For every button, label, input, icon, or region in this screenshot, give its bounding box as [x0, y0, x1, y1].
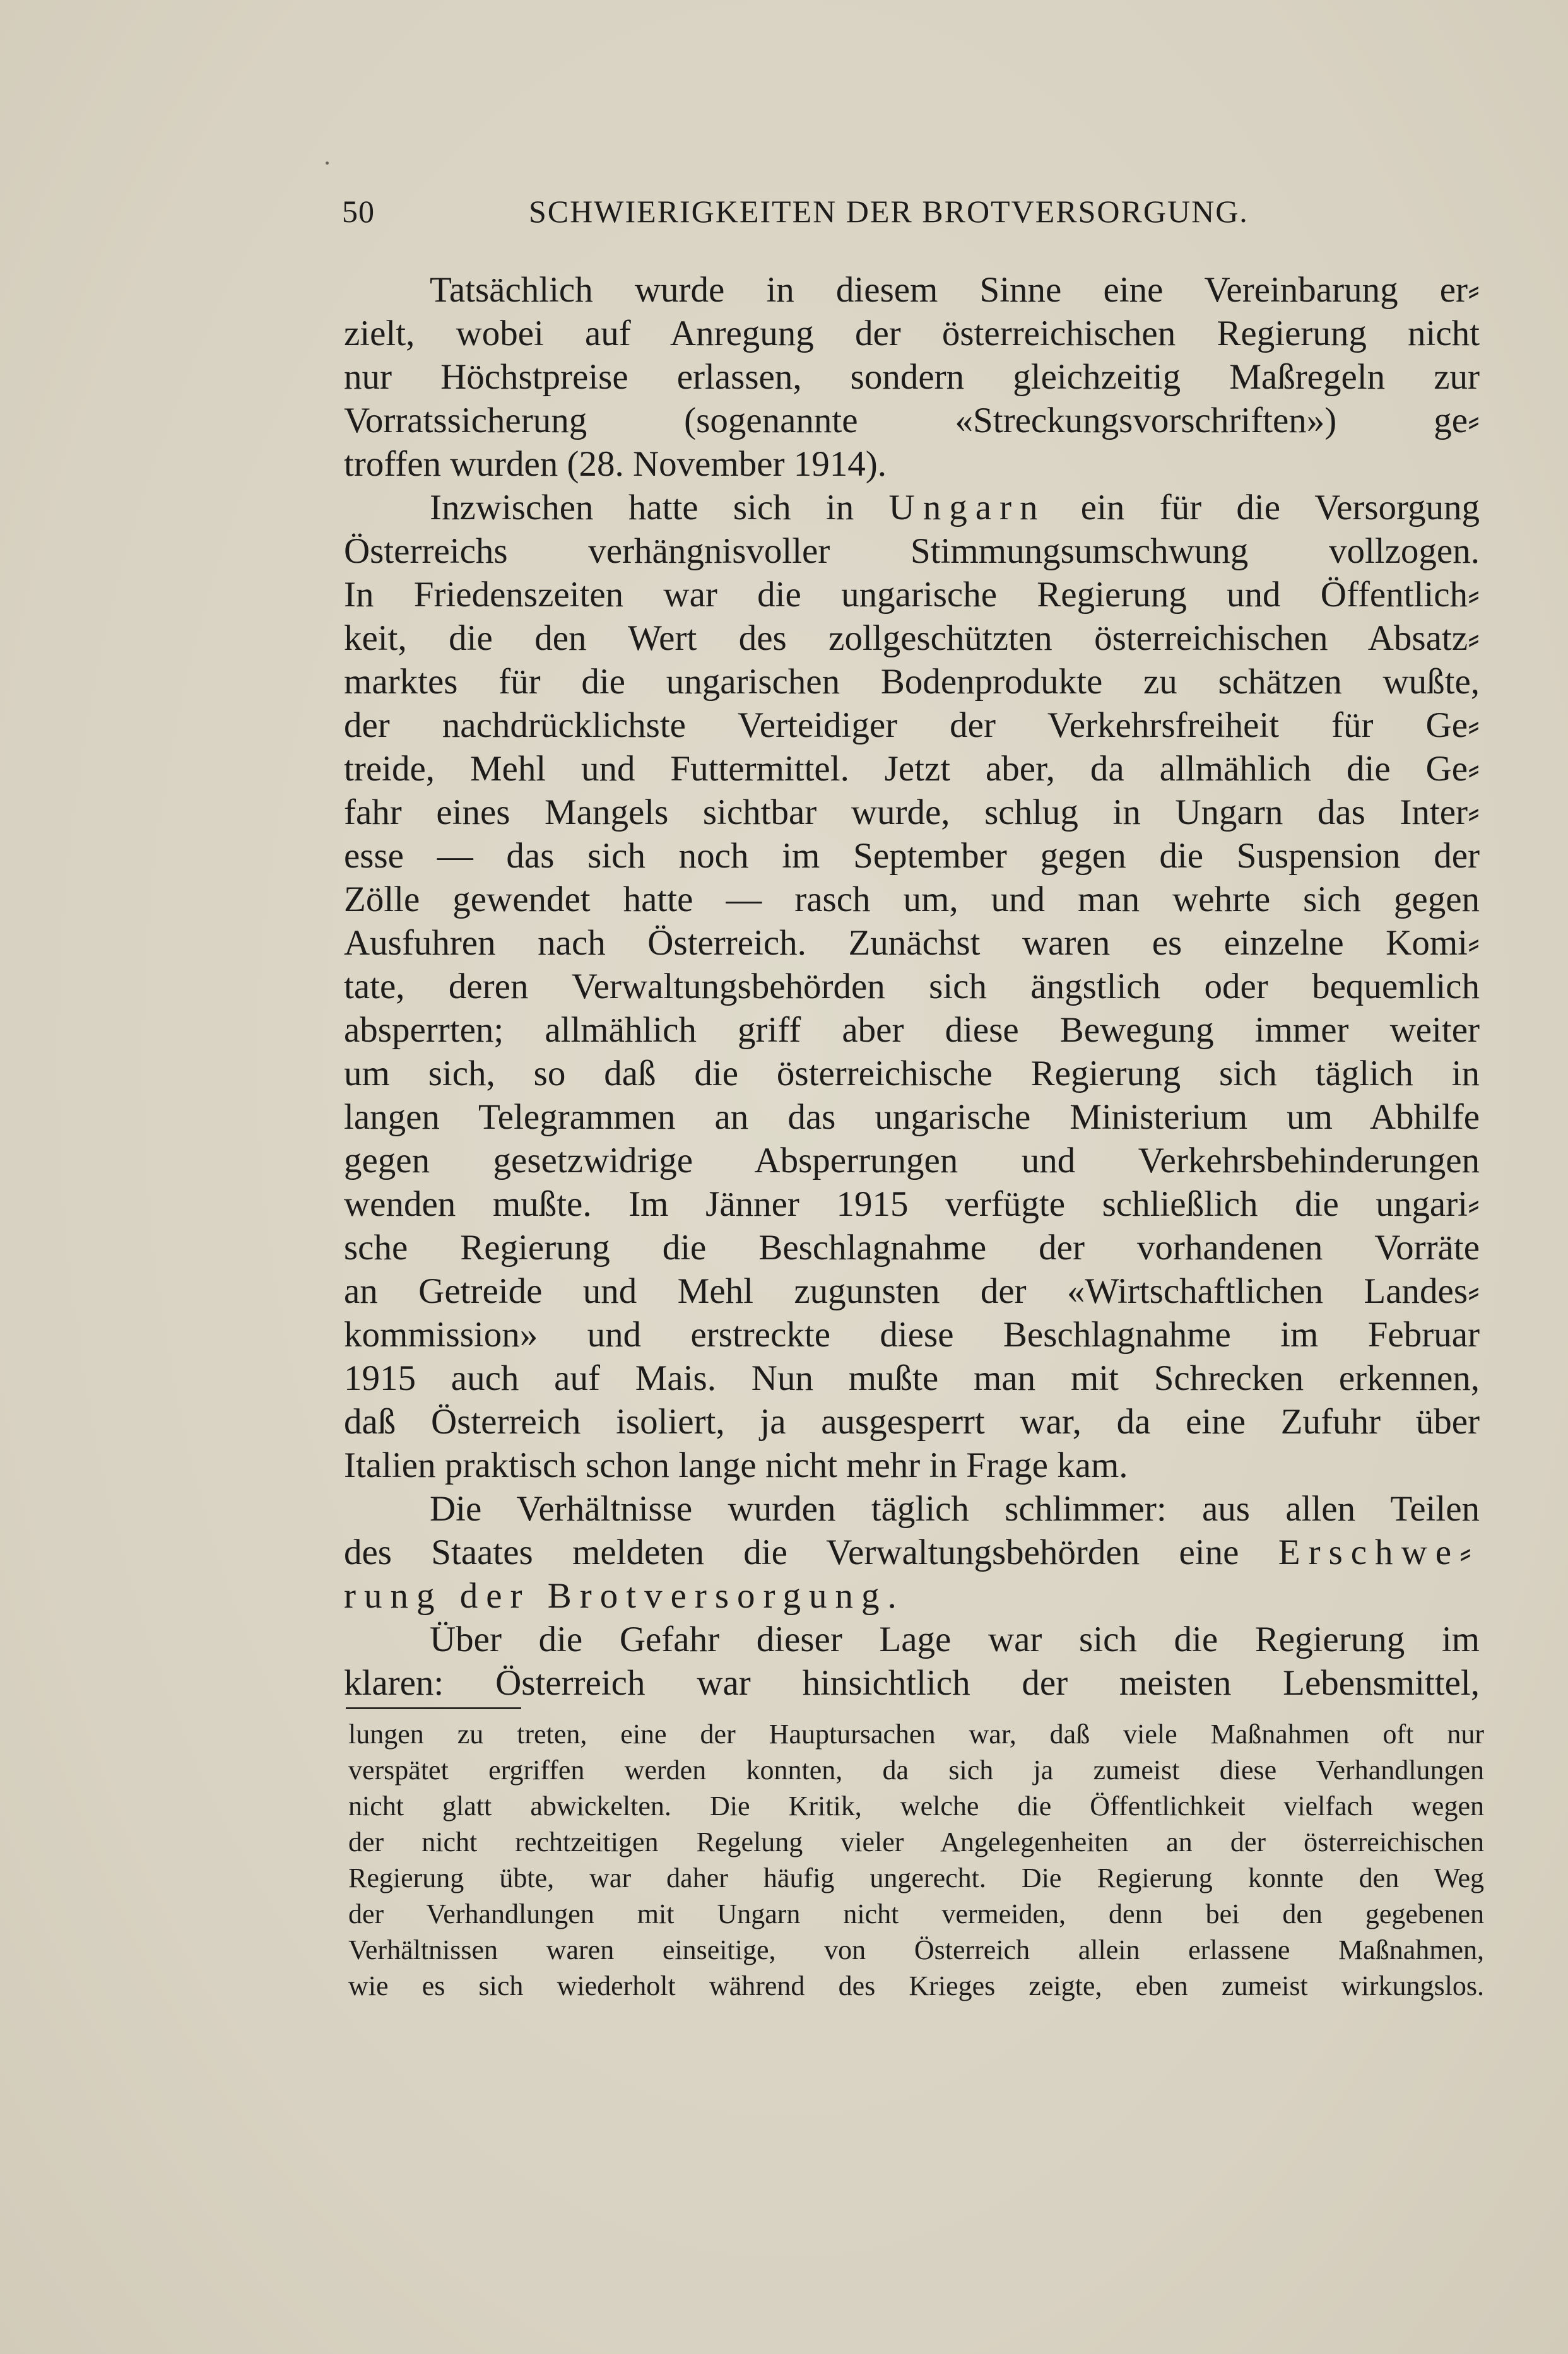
text-line: daß Österreich isoliert, ja ausgesperrt war, da eine Zufuhr über	[344, 1402, 1480, 1442]
text-line: Vorratssicherung (sogenannte «Streckungsvorschriften») ge⸗	[344, 401, 1480, 440]
text-line: esse — das sich noch im September gegen die Suspension der	[344, 836, 1480, 876]
text-line: an Getreide und Mehl zugunsten der «Wirtschaftlichen Landes⸗	[344, 1271, 1480, 1311]
text-line: Die Verhältnisse wurden täglich schlimmer: aus allen Teilen	[430, 1489, 1480, 1529]
text-segment: Inzwischen hatte sich in	[430, 488, 854, 527]
text-line: um sich, so daß die österreichische Regierung sich täglich in	[344, 1054, 1480, 1093]
text-line: nur Höchstpreise erlassen, sondern gleichzeitig Maßregeln zur	[344, 357, 1480, 397]
text-segment: ein für die Versorgung	[1080, 488, 1480, 527]
footnote-line: der Verhandlungen mit Ungarn nicht vermeiden, denn bei den gegebenen	[348, 1898, 1484, 1929]
text-line: Ausfuhren nach Österreich. Zunächst waren es einzelne Komi⸗	[344, 923, 1480, 963]
text-line: wenden mußte. Im Jänner 1915 verfügte schließlich die ungari⸗	[344, 1184, 1480, 1224]
footnote-line: Verhältnissen waren einseitige, von Österreich allein erlassene Maßnahmen,	[348, 1934, 1484, 1965]
text-line: kommission» und erstreckte diese Beschlagnahme im Februar	[344, 1315, 1480, 1355]
page-header	[342, 189, 1288, 233]
footnote	[348, 1716, 1484, 2004]
text-line: In Friedenszeiten war die ungarische Regierung und Öffentlich⸗	[344, 575, 1480, 615]
text-line: langen Telegrammen an das ungarische Ministerium um Abhilfe	[344, 1097, 1480, 1137]
text-line: Zölle gewendet hatte — rasch um, und man wehrte sich gegen	[344, 880, 1480, 919]
print-speck	[326, 162, 329, 165]
footnote-line: nicht glatt abwickelten. Die Kritik, welche die Öffentlichkeit vielfach wegen	[348, 1791, 1484, 1821]
text-segment: des Staates meldeten die Verwaltungsbehörden eine	[344, 1533, 1239, 1572]
text-line: sche Regierung die Beschlagnahme der vorhandenen Vorräte	[344, 1228, 1480, 1268]
footnote-line: Regierung übte, war daher häufig ungerecht. Die Regierung konnte den Weg	[348, 1863, 1484, 1893]
page-number: 50	[342, 194, 375, 229]
main-text	[344, 268, 1480, 1705]
text-line: treide, Mehl und Futtermittel. Jetzt aber, da allmählich die Ge⸗	[344, 749, 1480, 789]
footnote-line: lungen zu treten, eine der Hauptursachen war, daß viele Maßnahmen oft nur	[348, 1719, 1484, 1750]
text-line: marktes für die ungarischen Bodenprodukte zu schätzen wußte,	[344, 662, 1480, 702]
text-line: Tatsächlich wurde in diesem Sinne eine Vereinbarung er⸗	[430, 270, 1480, 310]
spaced-emphasis: Erschwe⸗	[1278, 1533, 1480, 1572]
spaced-emphasis: Ungarn	[888, 488, 1046, 527]
text-line: Italien praktisch schon lange nicht mehr in Frage kam.	[344, 1445, 1128, 1485]
text-line	[344, 486, 1480, 529]
text-line: fahr eines Mangels sichtbar wurde, schlug in Ungarn das Inter⸗	[344, 792, 1480, 832]
text-line: gegen gesetzwidrige Absperrungen und Verkehrsbehinderungen	[344, 1141, 1480, 1180]
text-line: der nachdrücklichste Verteidiger der Verkehrsfreiheit für Ge⸗	[344, 705, 1480, 745]
text-line: keit, die den Wert des zollgeschützten österreichischen Absatz⸗	[344, 618, 1480, 658]
footnote-line: der nicht rechtzeitigen Regelung vieler Angelegenheiten an der österreichischen	[348, 1827, 1484, 1857]
text-line	[344, 1531, 1480, 1574]
text-line: 1915 auch auf Mais. Nun mußte man mit Schrecken erkennen,	[344, 1358, 1480, 1398]
text-line: absperrten; allmählich griff aber diese Bewegung immer weiter	[344, 1010, 1480, 1050]
footnote-rule	[346, 1707, 521, 1709]
footnote-line: verspätet ergriffen werden konnten, da sich ja zumeist diese Verhandlungen	[348, 1755, 1484, 1786]
text-line: Über die Gefahr dieser Lage war sich die Regierung im	[430, 1620, 1480, 1659]
running-head: SCHWIERIGKEITEN DER BROTVERSORGUNG.	[529, 194, 1249, 229]
text-line: zielt, wobei auf Anregung der österreichischen Regierung nicht	[344, 314, 1480, 353]
footnote-line: wie es sich wiederholt während des Krieges zeigte, eben zumeist wirkungslos.	[348, 1970, 1484, 2001]
text-line: tate, deren Verwaltungsbehörden sich ängstlich oder bequemlich	[344, 967, 1480, 1006]
text-line: Österreichs verhängnisvoller Stimmungsumschwung vollzogen.	[344, 531, 1480, 571]
text-line: troffen wurden (28. November 1914).	[344, 444, 887, 484]
spaced-emphasis-line: rung der Brotversorgung.	[344, 1576, 905, 1616]
text-line: klaren: Österreich war hinsichtlich der meisten Lebensmittel,	[344, 1663, 1480, 1703]
